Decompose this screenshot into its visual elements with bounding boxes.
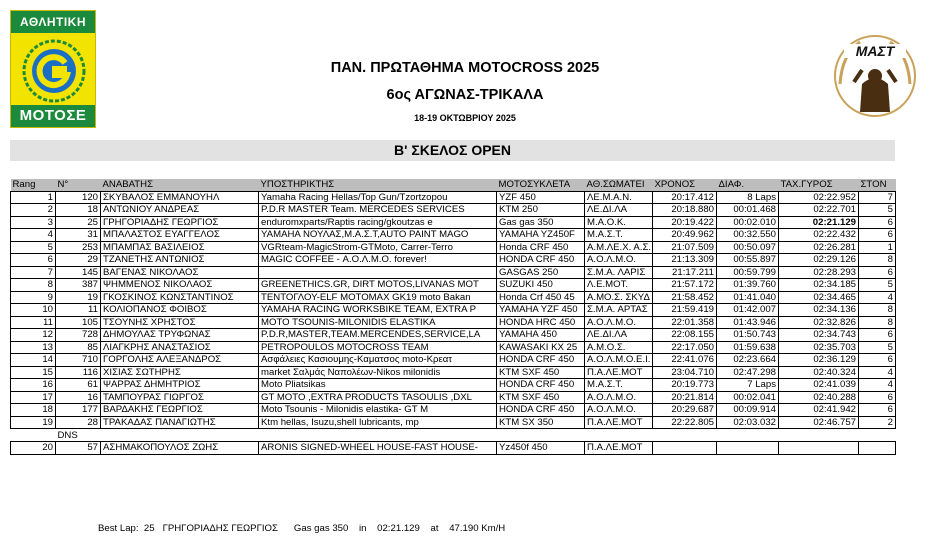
race-time: 22:41.076: [653, 354, 717, 367]
best-lap-number: 4: [859, 291, 896, 304]
col-club: ΑΘ.ΣΩΜΑΤΕΙ: [585, 179, 653, 191]
best-lap-time: 02:26.281: [779, 241, 859, 254]
table-row: [11, 404, 896, 417]
rider-number: 120: [56, 191, 101, 204]
best-lap-time: 02:36.129: [779, 354, 859, 367]
rider-club: Π.Α.ΛΕ.ΜΟΤ: [585, 442, 653, 455]
table-row: [11, 229, 896, 242]
best-lap-time: 02:21.129: [779, 216, 859, 229]
rider-name: ΣΚΥΒΑΛΟΣ ΕΜΜΑΝΟΥΗΛ: [101, 191, 259, 204]
rider-rank: 15: [11, 366, 56, 379]
rider-sponsor: ΤΕΝΤΟΓΛΟΥ-ELF MOTOMAX GK19 moto Bakan: [259, 291, 497, 304]
results-table: [10, 179, 896, 455]
dns-label: DNS: [57, 429, 78, 441]
best-lap-time: 02:34.465: [779, 291, 859, 304]
rider-club: Α.ΜΟ.Σ. ΣΚΥΔ: [585, 291, 653, 304]
rider-sponsor: VGRteam-MagicStrom-GTMoto, Carrer-Terro: [259, 241, 497, 254]
race-time: 21:57.172: [653, 279, 717, 292]
race-time: 21:58.452: [653, 291, 717, 304]
table-row: [11, 341, 896, 354]
rider-name: ΚΟΛΙΟΠΑΝΟΣ ΦΟΙΒΟΣ: [101, 304, 259, 317]
best-lap-number: 6: [859, 354, 896, 367]
best-lap-time: 02:34.136: [779, 304, 859, 317]
best-lap-time: 02:35.703: [779, 341, 859, 354]
best-lap-time: 02:46.757: [779, 416, 859, 429]
best-lap-speed: 47.190 Km/H: [449, 523, 506, 534]
race-time: 21:59.419: [653, 304, 717, 317]
rider-bike: Yz450f 450: [497, 442, 585, 455]
col-best-lap: ΤΑΧ.ΓΥΡΟΣ: [779, 179, 859, 191]
rider-name: ΤΡΑΚΑΔΑΣ ΠΑΝΑΓΙΩΤΗΣ: [101, 416, 259, 429]
rider-bike: Honda CRF 450: [497, 241, 585, 254]
rider-sponsor: GT MOTO ,EXTRA PRODUCTS TASOULIS ,DXL: [259, 391, 497, 404]
race-time: 23:04.710: [653, 366, 717, 379]
rider-name: ΒΑΓΕΝΑΣ ΝΙΚΟΛΑΟΣ: [101, 266, 259, 279]
best-lap-line: [98, 523, 505, 534]
best-lap-time: 02:29.126: [779, 254, 859, 267]
race-time: 21:07.509: [653, 241, 717, 254]
best-lap-time: 02:34.185: [779, 279, 859, 292]
best-lap-number: 1: [859, 241, 896, 254]
best-lap-number: 8: [859, 316, 896, 329]
rider-club: Α.Μ.Ο.Σ.: [585, 341, 653, 354]
rider-name: ΓΟΡΓΟΛΗΣ ΑΛΕΞΑΝΔΡΟΣ: [101, 354, 259, 367]
rider-rank: 6: [11, 254, 56, 267]
col-lap: ΣΤΟΝ: [859, 179, 896, 191]
race-time: 20:29.687: [653, 404, 717, 417]
rider-number: 28: [56, 416, 101, 429]
col-time: ΧΡΟΝΟΣ: [653, 179, 717, 191]
rider-number: 57: [56, 442, 101, 455]
race-time: 20:21.814: [653, 391, 717, 404]
rider-number: 387: [56, 279, 101, 292]
time-diff: 00:09.914: [717, 404, 779, 417]
best-lap-number: [859, 442, 896, 455]
rider-name: ΤΑΜΠΟΥΡΑΣ ΓΙΩΡΓΟΣ: [101, 391, 259, 404]
table-row: [11, 416, 896, 429]
rider-number: 85: [56, 341, 101, 354]
rider-sponsor: [259, 266, 497, 279]
best-lap-at: at: [430, 523, 439, 534]
time-diff: 00:59.799: [717, 266, 779, 279]
rider-sponsor: enduromxparts/Raptis racing/gkoutzas e: [259, 216, 497, 229]
time-diff: 01:39.760: [717, 279, 779, 292]
rider-bike: SUZUKI 450: [497, 279, 585, 292]
rider-bike: KTM SXF 450: [497, 366, 585, 379]
rider-rank: 16: [11, 379, 56, 392]
rider-bike: YAMAHA 450: [497, 329, 585, 342]
time-diff: 01:42.007: [717, 304, 779, 317]
rider-club: Α.Ο.Λ.Μ.Ο.Ε.Ι.: [585, 354, 653, 367]
rider-rank: 19: [11, 416, 56, 429]
rider-club: Λ.Ε.ΜΟΤ.: [585, 279, 653, 292]
rider-number: 145: [56, 266, 101, 279]
race-time: 21:17.211: [653, 266, 717, 279]
rider-name: ΤΖΑΝΕΤΗΣ ΑΝΤΩΝΙΟΣ: [101, 254, 259, 267]
time-diff: 00:02.010: [717, 216, 779, 229]
table-row: [11, 379, 896, 392]
rider-rank: 3: [11, 216, 56, 229]
table-row: [11, 241, 896, 254]
race-time: 20:19.422: [653, 216, 717, 229]
rider-club: Α.Ο.Λ.Μ.Ο.: [585, 316, 653, 329]
table-row: [11, 216, 896, 229]
rider-sponsor: Moto Tsounis - Milonidis elastika- GT M: [259, 404, 497, 417]
rider-sponsor: PETROPOULOS MOTOCROSS TEAM: [259, 341, 497, 354]
table-row: [11, 316, 896, 329]
time-diff: 00:01.468: [717, 204, 779, 217]
best-lap-number: 4: [859, 366, 896, 379]
rider-bike: KTM 250: [497, 204, 585, 217]
rider-name: ΑΣΗΜΑΚΟΠΟΥΛΟΣ ΖΩΗΣ: [101, 442, 259, 455]
best-lap-time: 02:40.324: [779, 366, 859, 379]
best-lap-time: [779, 442, 859, 455]
rider-club: Α.Μ.ΛΕ.Χ. Α.Σ.: [585, 241, 653, 254]
rider-number: 728: [56, 329, 101, 342]
rider-club: Μ.Α.Σ.Τ.: [585, 379, 653, 392]
rider-sponsor: MOTO TSOUNIS-MILONIDIS ELASTIKA: [259, 316, 497, 329]
best-lap-time: 02:32.826: [779, 316, 859, 329]
rider-rank: 2: [11, 204, 56, 217]
col-rider: ΑΝΑΒΑΤΗΣ: [101, 179, 259, 191]
rider-sponsor: ARONIS SIGNED-WHEEL HOUSE-FAST HOUSE-: [259, 442, 497, 455]
rider-number: 710: [56, 354, 101, 367]
rider-club: Σ.Μ.Α. ΑΡΤΑΣ: [585, 304, 653, 317]
best-lap-number: 6: [859, 391, 896, 404]
rider-name: ΔΗΜΟΥΛΑΣ ΤΡΥΦΩΝΑΣ: [101, 329, 259, 342]
rider-rank: 17: [11, 391, 56, 404]
time-diff: 00:55.897: [717, 254, 779, 267]
rider-bike: YAMAHA YZF 450: [497, 304, 585, 317]
rider-number: 177: [56, 404, 101, 417]
table-header-row: [11, 179, 896, 191]
col-sponsor: ΥΠΟΣΤΗΡΙΚΤΗΣ: [259, 179, 497, 191]
best-lap-number: 6: [859, 229, 896, 242]
time-diff: [717, 442, 779, 455]
table-row: [11, 442, 896, 455]
rider-bike: KAWASAKI KX 25: [497, 341, 585, 354]
best-lap-time: 02:34.743: [779, 329, 859, 342]
results-body: [11, 191, 896, 454]
rider-number: 29: [56, 254, 101, 267]
rider-name: ΧΙΣΙΑΣ ΣΩΤΗΡΗΣ: [101, 366, 259, 379]
time-diff: 01:50.743: [717, 329, 779, 342]
rider-rank: 20: [11, 442, 56, 455]
rider-rank: 8: [11, 279, 56, 292]
table-row: [11, 279, 896, 292]
best-lap-time: 02:22.432: [779, 229, 859, 242]
best-lap-time: 02:41.039: [779, 379, 859, 392]
col-rang: Rang: [11, 179, 56, 191]
rider-club: ΛΕ.ΔΙ.ΛΑ: [585, 329, 653, 342]
rider-club: ΛΕ.ΔΙ.ΛΑ: [585, 204, 653, 217]
time-diff: 8 Laps: [717, 191, 779, 204]
race-time: 20:49.962: [653, 229, 717, 242]
time-diff: 00:50.097: [717, 241, 779, 254]
rider-club: Α.Ο.Λ.Μ.Ο.: [585, 404, 653, 417]
rider-name: ΓΚΟΣΚΙΝΟΣ ΚΩΝΣΤΑΝΤΙΝΟΣ: [101, 291, 259, 304]
race-time: 20:18.880: [653, 204, 717, 217]
rider-club: ΛΕ.Μ.Α.Ν.: [585, 191, 653, 204]
time-diff: 7 Laps: [717, 379, 779, 392]
rider-bike: GASGAS 250: [497, 266, 585, 279]
rider-name: ΓΡΗΓΟΡΙΑΔΗΣ ΓΕΩΡΓΙΟΣ: [101, 216, 259, 229]
rider-name: ΤΣΟΥΝΗΣ ΧΡΗΣΤΟΣ: [101, 316, 259, 329]
race-time: 20:19.773: [653, 379, 717, 392]
time-diff: 01:41.040: [717, 291, 779, 304]
rider-name: ΨΑΡΡΑΣ ΔΗΜΗΤΡΙΟΣ: [101, 379, 259, 392]
rider-bike: HONDA HRC 450: [497, 316, 585, 329]
rider-number: 18: [56, 204, 101, 217]
rider-rank: 14: [11, 354, 56, 367]
rider-name: ΒΑΡΔΑΚΗΣ ΓΕΩΡΓΙΟΣ: [101, 404, 259, 417]
race-time: 22:01.358: [653, 316, 717, 329]
race-time: 22:22.805: [653, 416, 717, 429]
rider-number: 61: [56, 379, 101, 392]
rider-rank: 10: [11, 304, 56, 317]
rider-sponsor: Yamaha Racing Hellas/Top Gun/Tzortzopou: [259, 191, 497, 204]
best-lap-time: 02:40.288: [779, 391, 859, 404]
time-diff: 02:23.664: [717, 354, 779, 367]
rider-club: Σ.Μ.Α. ΛΑΡΙΣ: [585, 266, 653, 279]
table-row: [11, 266, 896, 279]
rider-number: 16: [56, 391, 101, 404]
table-row: [11, 366, 896, 379]
col-number: N°: [56, 179, 101, 191]
dns-row: [11, 429, 896, 442]
race-time: 22:08.155: [653, 329, 717, 342]
rider-sponsor: Moto Pliatsikas: [259, 379, 497, 392]
table-row: [11, 254, 896, 267]
rider-bike: Honda Crf 450 45: [497, 291, 585, 304]
rider-bike: KTM SXF 450: [497, 391, 585, 404]
table-row: [11, 329, 896, 342]
rider-bike: Gas gas 350: [497, 216, 585, 229]
col-diff: ΔΙΑΦ.: [717, 179, 779, 191]
rider-rank: 7: [11, 266, 56, 279]
race-time: 20:17.412: [653, 191, 717, 204]
rider-rank: 13: [11, 341, 56, 354]
race-time: 22:17.050: [653, 341, 717, 354]
rider-bike: HONDA CRF 450: [497, 354, 585, 367]
best-lap-number: 8: [859, 254, 896, 267]
table-row: [11, 354, 896, 367]
rider-rank: 18: [11, 404, 56, 417]
time-diff: 00:32.550: [717, 229, 779, 242]
rider-rank: 4: [11, 229, 56, 242]
event-dates: 18-19 ΟΚΤΩΒΡΙΟΥ 2025: [414, 113, 516, 123]
rider-sponsor: Ktm hellas, Isuzu,shell lubricants, mp: [259, 416, 497, 429]
table-row: [11, 304, 896, 317]
best-lap-number: 7: [859, 191, 896, 204]
svg-text:МАΣТ: МАΣТ: [855, 43, 895, 59]
rider-number: 105: [56, 316, 101, 329]
rider-bike: YZF 450: [497, 191, 585, 204]
rider-rank: 1: [11, 191, 56, 204]
best-lap-number: 5: [859, 279, 896, 292]
rider-sponsor: market Σαλμάς Ναπολέων-Nikos milonidis: [259, 366, 497, 379]
rider-bike: HONDA CRF 450: [497, 254, 585, 267]
rider-sponsor: YAMAHA RACING WORKSBIKE TEAM, EXTRA P: [259, 304, 497, 317]
time-diff: 01:43.946: [717, 316, 779, 329]
best-lap-number: 6: [859, 329, 896, 342]
rider-number: 11: [56, 304, 101, 317]
rider-name: ΛΙΑΓΚΡΗΣ ΑΝΑΣΤΑΣΙΟΣ: [101, 341, 259, 354]
rider-bike: YAMAHA YZ450F: [497, 229, 585, 242]
rider-name: ΜΠΑΛΑΣΤΟΣ ΕΥΑΓΓΕΛΟΣ: [101, 229, 259, 242]
best-lap-number: 6: [859, 216, 896, 229]
rider-bike: HONDA CRF 450: [497, 379, 585, 392]
section-title: Β' ΣΚΕΛΟΣ OPEN: [10, 140, 895, 161]
rider-club: Α.Ο.Λ.Μ.Ο.: [585, 254, 653, 267]
best-lap-number: 6: [859, 404, 896, 417]
table-row: [11, 291, 896, 304]
best-lap-bike: Gas gas 350: [293, 523, 349, 534]
best-lap-number: 8: [859, 304, 896, 317]
best-lap-number: 5: [859, 341, 896, 354]
rider-club: Π.Α.ΛΕ.ΜΟΤ: [585, 366, 653, 379]
rider-bike: KTM SX 350: [497, 416, 585, 429]
rider-number: 19: [56, 291, 101, 304]
time-diff: 00:02.041: [717, 391, 779, 404]
table-row: [11, 191, 896, 204]
logo-top-text: ΑΘΛΗΤΙΚΗ: [11, 11, 95, 33]
rider-sponsor: MAGIC COFFEE - Α.Ο.Λ.Μ.Ο. forever!: [259, 254, 497, 267]
page-subtitle: 6ος ΑΓΩΝΑΣ-ΤΡΙΚΑΛΑ: [386, 87, 544, 103]
best-lap-in: in: [359, 523, 367, 534]
time-diff: 02:03.032: [717, 416, 779, 429]
rider-club: Μ.Α.Σ.Τ.: [585, 229, 653, 242]
best-lap-time: 02:22.701: [779, 204, 859, 217]
rider-sponsor: P.D.R,MASTER,TEAM.MERCENDES,SERVICE,LA: [259, 329, 497, 342]
rider-rank: 9: [11, 291, 56, 304]
best-lap-time: 02:21.129: [377, 523, 420, 534]
best-lap-time: 02:28.293: [779, 266, 859, 279]
rider-sponsor: Ασφάλειες Κασιουμης-Καματσος moto-Κρεατ: [259, 354, 497, 367]
col-bike: ΜΟΤΟΣΥΚΛΕΤΑ: [497, 179, 585, 191]
best-lap-rider: ΓΡΗΓΟΡΙΑΔΗΣ ΓΕΩΡΓΙΟΣ: [162, 523, 278, 534]
rider-club: Μ.Α.Ο.Κ.: [585, 216, 653, 229]
rider-name: ΜΠΑΜΠΑΣ ΒΑΣΙΛΕΙΟΣ: [101, 241, 259, 254]
best-lap-time: 02:22.952: [779, 191, 859, 204]
best-lap-time: 02:41.942: [779, 404, 859, 417]
best-lap-number: 25: [143, 523, 155, 534]
rider-number: 31: [56, 229, 101, 242]
rider-name: ΑΝΤΩΝΙΟΥ ΑΝΔΡΕΑΣ: [101, 204, 259, 217]
rider-rank: 12: [11, 329, 56, 342]
rider-number: 116: [56, 366, 101, 379]
best-lap-label: Best Lap:: [98, 523, 139, 534]
rider-name: ΨΗΜΜΕΝΟΣ ΝΙΚΟΛΑΟΣ: [101, 279, 259, 292]
logo-bottom-text: ΜΟΤΟΣΕ: [11, 105, 95, 127]
time-diff: 01:59.638: [717, 341, 779, 354]
best-lap-number: 6: [859, 266, 896, 279]
table-row: [11, 204, 896, 217]
rider-rank: 11: [11, 316, 56, 329]
rider-rank: 5: [11, 241, 56, 254]
rider-number: 253: [56, 241, 101, 254]
table-row: [11, 391, 896, 404]
dns-spacer: [11, 429, 56, 442]
rider-club: Α.Ο.Λ.Μ.Ο.: [585, 391, 653, 404]
best-lap-number: 4: [859, 379, 896, 392]
best-lap-number: 2: [859, 416, 896, 429]
page-title: ΠΑΝ. ΠΡΩΤΑΘΗΜΑ MOTOCROSS 2025: [330, 60, 600, 76]
rider-sponsor: P.D.R MASTER Team. MERCEDES SERVICES: [259, 204, 497, 217]
rider-bike: HONDA CRF 450: [497, 404, 585, 417]
best-lap-number: 5: [859, 204, 896, 217]
race-time: [653, 442, 717, 455]
race-time: 21:13.309: [653, 254, 717, 267]
rider-sponsor: GREENETHICS.GR, DIRT MOTOS,LIVANAS MOT: [259, 279, 497, 292]
time-diff: 02:47.298: [717, 366, 779, 379]
rider-sponsor: YAMAHA ΝΟΥΛΑΣ,Μ.Α.Σ.Τ,AUTO PAINT MAGO: [259, 229, 497, 242]
rider-number: 25: [56, 216, 101, 229]
rider-club: Π.Α.ΛΕ.ΜΟΤ: [585, 416, 653, 429]
